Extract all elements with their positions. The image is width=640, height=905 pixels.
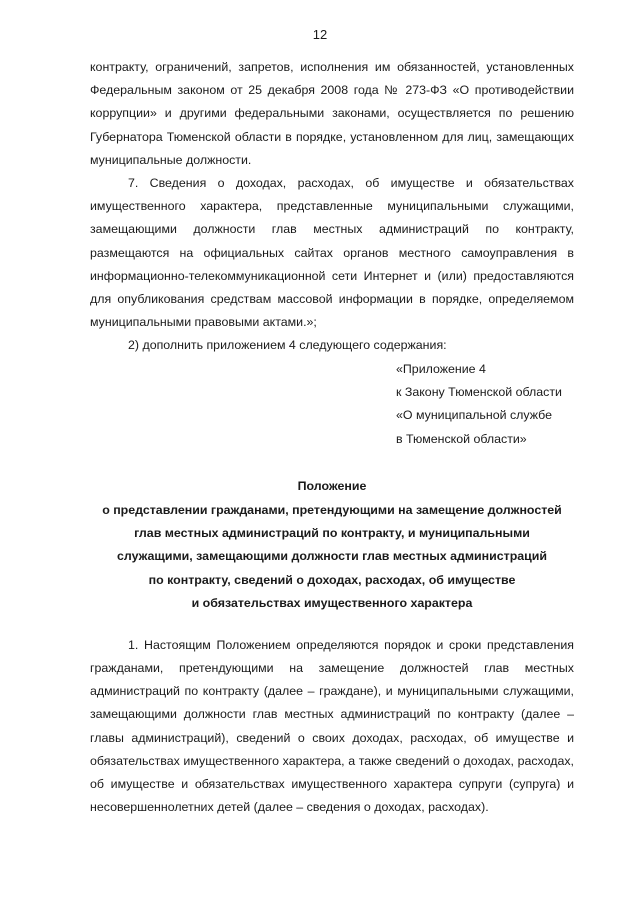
title-line: служащими, замещающими должности глав местных администраций bbox=[116, 549, 548, 564]
appendix-line: в Тюменской области» bbox=[396, 431, 527, 446]
title-line: Положение bbox=[297, 479, 367, 494]
page-number: 12 bbox=[312, 27, 328, 42]
regulation-title bbox=[90, 475, 574, 615]
paragraph-continuation: контракту, ограничений, запретов, исполнения им обязанностей, установленных Федеральным законом от 25 декабря 2008 года № 273-ФЗ «О противодействии коррупции» и другими федеральными законами, осуществляется по решению Губернатора Тюменской области в порядке, установленном для лиц, замещающих муниципальные должности. bbox=[90, 60, 574, 167]
title-line: о представлении гражданами, претендующими на замещение должностей bbox=[102, 502, 562, 517]
appendix-line: «О муниципальной службе bbox=[396, 408, 553, 423]
title-line: и обязательствах имущественного характера bbox=[191, 596, 473, 611]
appendix-header bbox=[396, 358, 574, 452]
appendix-line: к Закону Тюменской области bbox=[396, 385, 562, 400]
appendix-line: «Приложение 4 bbox=[396, 361, 486, 376]
title-line: глав местных администраций по контракту, и муниципальными bbox=[134, 526, 530, 541]
document-body bbox=[90, 56, 574, 819]
paragraph-item-1: 1. Настоящим Положением определяются порядок и сроки представления гражданами, претендующими на замещение должностей глав местных администраций по контракту (далее – граждане), и муниципальными служащими, замещающими должности глав местных администраций по контракту (далее – главы администраций), сведений о своих доходах, расходах, об имуществе и обязательствах имущественного характера, а также сведений о доходах, расходах, об имуществе и обязательствах имущественного характера супруги (супруга) и несовершеннолетних детей (далее – сведения о доходах, расходах). bbox=[90, 637, 574, 815]
paragraph-item-7: 7. Сведения о доходах, расходах, об имуществе и обязательствах имущественного характера, представленные муниципальными служащими, замещающими должности глав местных администраций по контракту, размещаются на официальных сайтах органов местного самоуправления в информационно-телекоммуникационной сети Интернет и (или) предоставляются для опубликования средствам массовой информации в порядке, определяемом муниципальными правовыми актами.»; bbox=[90, 176, 574, 330]
title-line: по контракту, сведений о доходах, расходах, об имуществе bbox=[148, 572, 516, 587]
paragraph-amendment-2: 2) дополнить приложением 4 следующего содержания: bbox=[128, 338, 447, 353]
